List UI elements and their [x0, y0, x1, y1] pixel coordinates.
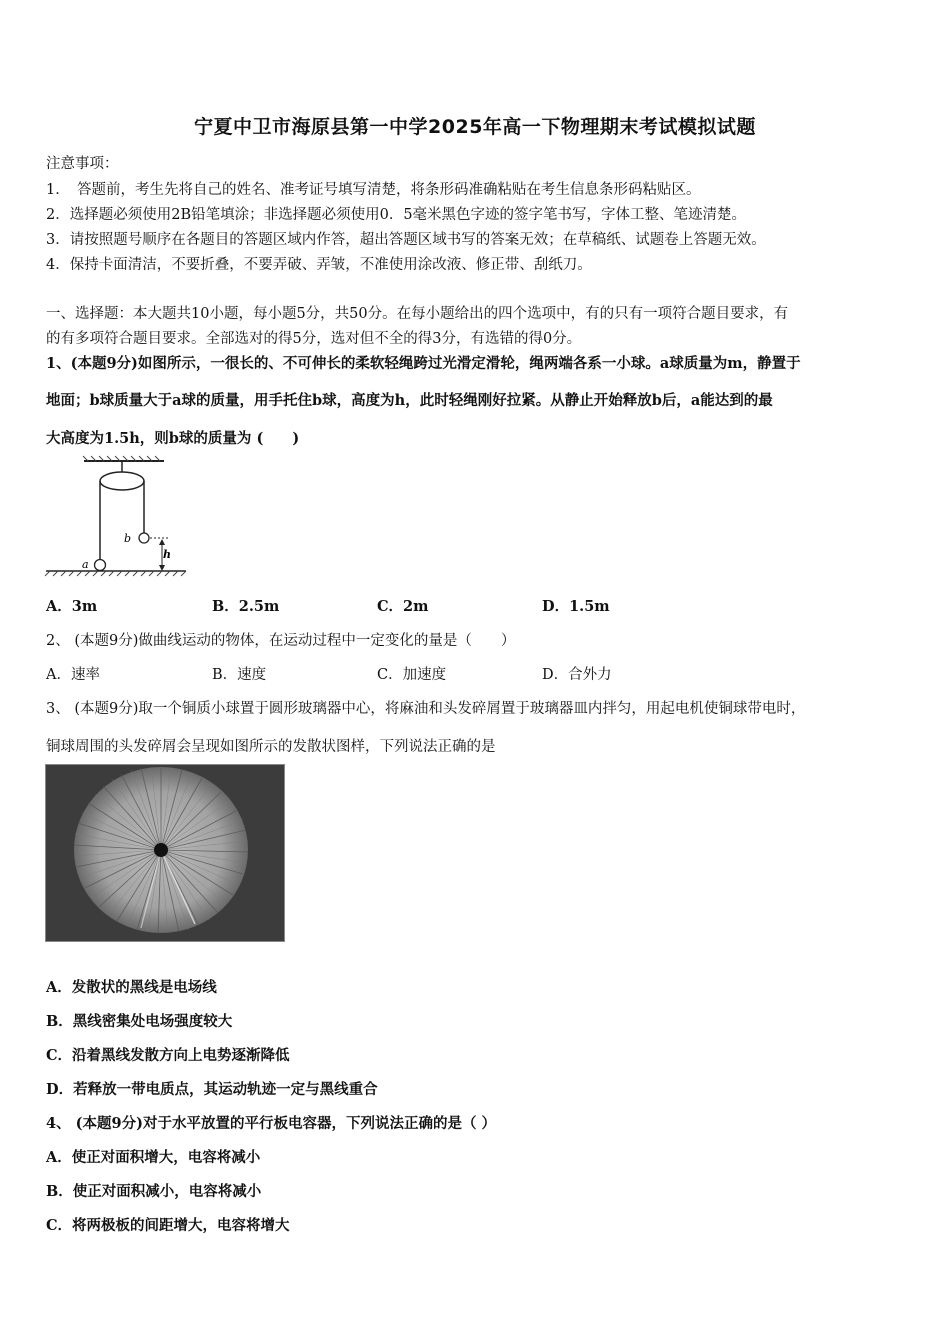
q4-option-a[interactable]: A．使正对面积增大，电容将减小	[46, 1149, 261, 1166]
q3-option-b[interactable]: B．黑线密集处电场强度较大	[46, 1013, 233, 1030]
q1-stem-line-3: 大高度为1.5h，则b球的质量为 ( )	[46, 430, 300, 447]
label-b: b	[124, 532, 132, 545]
section1-line-2: 的有多项符合题目要求。全部选对的得5分，选对但不全的得3分，有选错的得0分。	[46, 331, 582, 347]
q1-stem-line-2: 地面；b球质量大于a球的质量，用手托住b球，高度为h，此时轻绳刚好拉紧。从静止开始释放b后，a能达到的最	[46, 392, 773, 409]
q2-option-b[interactable]: B．速度	[212, 667, 267, 683]
q2-option-c[interactable]: C．加速度	[377, 667, 447, 683]
q1-stem-line-1: 1、(本题9分)如图所示，一很长的、不可伸长的柔软轻绳跨过光滑定滑轮，绳两端各系一小球。a球质量为m，静置于	[46, 355, 801, 372]
field-pattern-photo	[45, 764, 285, 942]
q2-stem: 2、 (本题9分)做曲线运动的物体，在运动过程中一定变化的量是（ ）	[46, 633, 516, 649]
q3-option-a[interactable]: A．发散状的黑线是电场线	[46, 979, 217, 996]
page-title: 宁夏中卫市海原县第一中学2025年高一下物理期末考试模拟试题	[194, 116, 756, 138]
q1-option-b[interactable]: B．2.5m	[212, 598, 280, 615]
notice-item-3: 3．请按照题号顺序在各题目的答题区域内作答，超出答题区域书写的答案无效；在草稿纸、试题卷上答题无效。	[46, 232, 766, 248]
q4-stem: 4、 (本题9分)对于水平放置的平行板电容器，下列说法正确的是（ ）	[46, 1115, 496, 1132]
notice-item-2: 2．选择题必须使用2B铅笔填涂；非选择题必须使用0．5毫米黑色字迹的签字笔书写，字体工整、笔迹清楚。	[46, 207, 747, 223]
q4-option-b[interactable]: B．使正对面积减小，电容将减小	[46, 1183, 262, 1200]
pulley-figure	[44, 455, 194, 580]
q2-option-a[interactable]: A．速率	[46, 667, 100, 683]
notice-item-4: 4．保持卡面清洁，不要折叠，不要弄破、弄皱，不准使用涂改液、修正带、刮纸刀。	[46, 257, 592, 273]
q3-option-d[interactable]: D．若释放一带电质点，其运动轨迹一定与黑线重合	[46, 1081, 378, 1098]
q4-option-c[interactable]: C．将两极板的间距增大，电容将增大	[46, 1217, 290, 1234]
q3-option-c[interactable]: C．沿着黑线发散方向上电势逐渐降低	[46, 1047, 290, 1064]
q1-option-d[interactable]: D．1.5m	[542, 598, 610, 615]
section1-line-1: 一、选择题：本大题共10小题，每小题5分，共50分。在每小题给出的四个选项中，有的只有一项符合题目要求，有	[46, 306, 789, 322]
notice-heading: 注意事项：	[46, 156, 119, 172]
q1-option-c[interactable]: C．2m	[377, 598, 429, 615]
label-a: a	[82, 558, 89, 571]
label-h: h	[163, 548, 171, 561]
q3-stem-line-1: 3、 (本题9分)取一个铜质小球置于圆形玻璃器中心，将麻油和头发碎屑置于玻璃器皿内拌匀，用起电机使铜球带电时，	[46, 701, 806, 717]
q1-option-a[interactable]: A．3m	[46, 598, 98, 615]
q3-stem-line-2: 铜球周围的头发碎屑会呈现如图所示的发散状图样，下列说法正确的是	[46, 739, 496, 755]
q2-option-d[interactable]: D．合外力	[542, 667, 612, 683]
notice-item-1: 1． 答题前，考生先将自己的姓名、准考证号填写清楚，将条形码准确粘贴在考生信息条形码粘贴区。	[46, 182, 701, 198]
